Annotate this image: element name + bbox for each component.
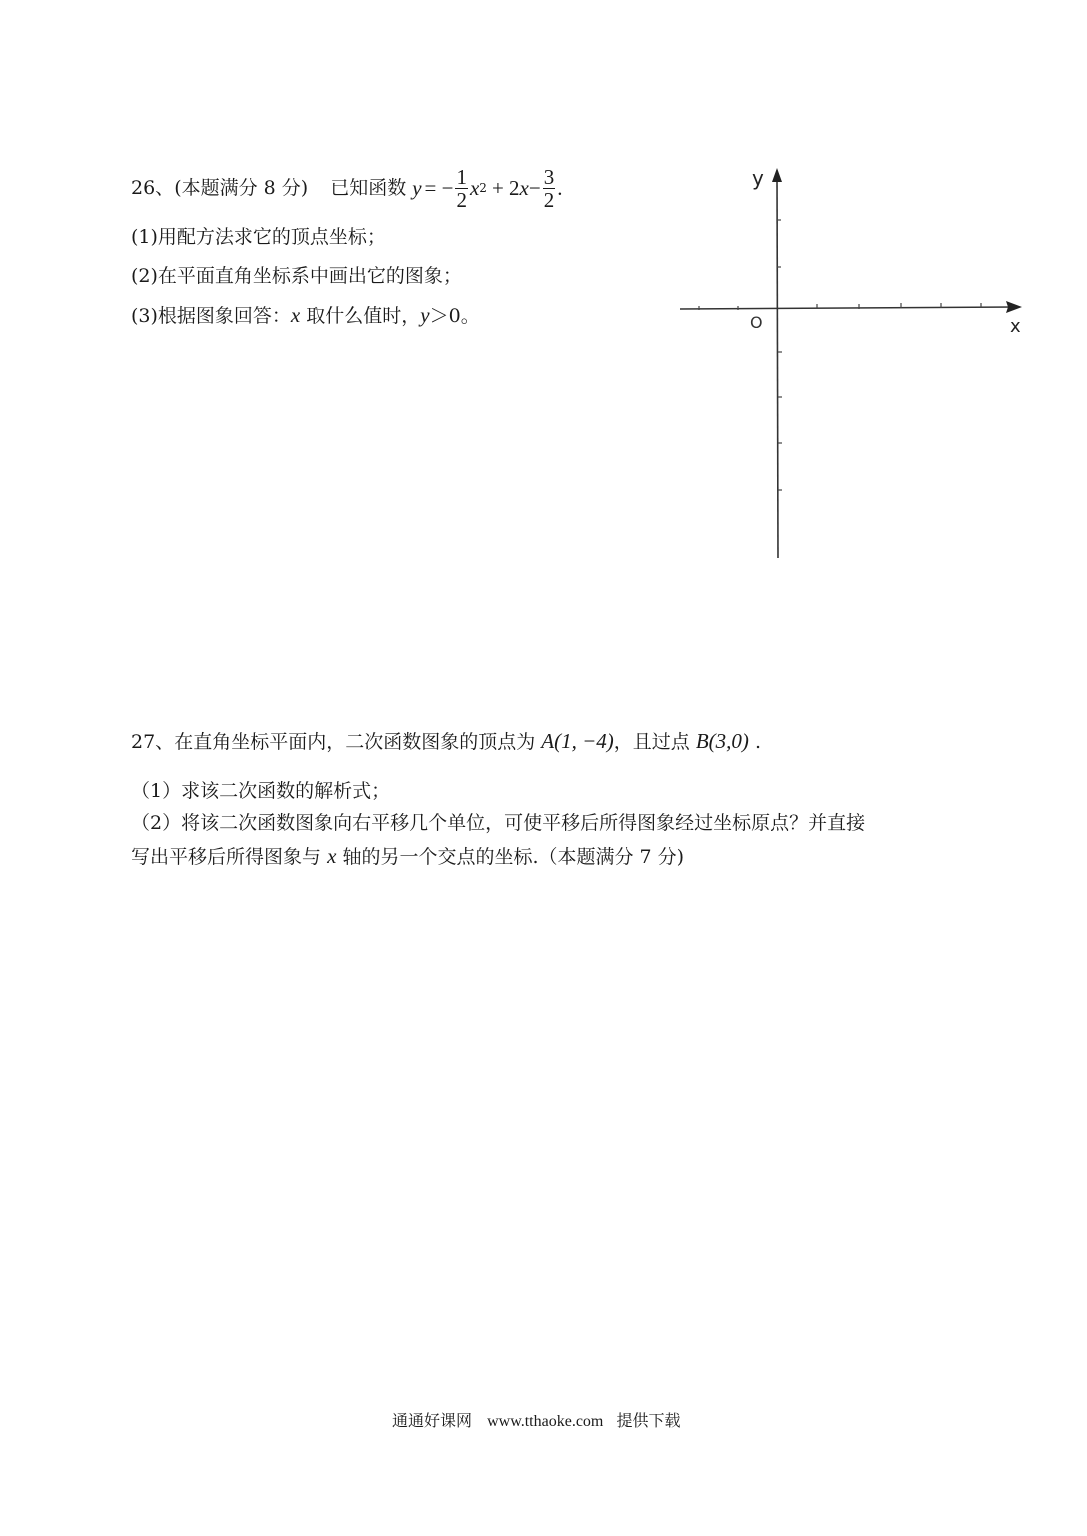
q26-number: 26、 [131, 177, 175, 199]
formula-frac2 [543, 166, 556, 211]
q27-text-a: 在直角坐标平面内，二次函数图象的顶点为 [174, 731, 536, 753]
part3-var-y: y [420, 303, 430, 327]
formula-x2: x [519, 176, 529, 200]
q27-point-b: B(3,0) [695, 729, 749, 753]
q26-points: (本题满分 8 分) [174, 177, 309, 199]
q27-number: 27、 [131, 731, 175, 753]
q27-part2-line2 [131, 844, 684, 869]
coordinate-axes [670, 160, 1040, 570]
footer-note: 提供下载 [616, 1411, 681, 1430]
q26-part2: (2)在平面直角坐标系中画出它的图象； [131, 265, 462, 287]
q27-header [131, 729, 761, 754]
q27-part1: （1）求该二次函数的解析式； [131, 780, 391, 802]
formula-frac1 [455, 166, 468, 211]
part2-line2-a: 写出平移后所得图象与 [131, 846, 322, 868]
frac1-numerator: 1 [456, 164, 467, 189]
formula-lhs: y [412, 176, 422, 200]
frac2-numerator: 3 [543, 164, 555, 189]
page-footer [392, 1408, 680, 1431]
frac2-denominator: 2 [543, 187, 555, 212]
q27-point-a: A(1, −4) [541, 729, 614, 753]
footer-url[interactable]: www.tthaoke.com [487, 1413, 604, 1430]
y-axis [777, 174, 778, 558]
x-axis-arrow [1006, 301, 1022, 313]
footer-site: 通通好课网 [392, 1411, 473, 1430]
q27-part2-line1: （2）将该二次函数图象向右平移几个单位，可使平移后所得图象经过坐标原点？并直接 [131, 812, 866, 834]
origin-label: O [750, 313, 763, 332]
x-axis-label: x [1010, 316, 1021, 337]
part2-line2-b: 轴的另一个交点的坐标.（本题满分 7 分) [342, 846, 685, 868]
q27-text-c: . [754, 731, 761, 753]
q26-part1: (1)用配方法求它的顶点坐标； [131, 226, 386, 248]
formula-end: . [557, 176, 563, 200]
q26-formula [412, 166, 562, 211]
formula-x: x [469, 176, 480, 200]
q26-intro: 已知函数 [330, 177, 407, 199]
part3-prefix: (3)根据图象回答： [131, 305, 291, 327]
part3-suffix: ＞0。 [429, 305, 480, 327]
formula-eq: = − [424, 176, 454, 200]
frac1-denominator: 2 [456, 187, 467, 212]
y-axis-label: y [752, 166, 764, 190]
q27-text-b: ，且过点 [613, 731, 690, 753]
part2-line2-x: x [327, 844, 337, 868]
formula-exponent: 2 [479, 181, 487, 195]
q26-part3 [131, 303, 480, 328]
q26-header [131, 158, 562, 218]
part3-var-x: x [290, 303, 301, 327]
part3-middle: 取什么值时， [300, 305, 421, 327]
formula-minus: − [528, 176, 541, 200]
x-axis [680, 307, 1015, 309]
y-axis-arrow [772, 168, 782, 182]
formula-mid: + 2 [491, 176, 520, 200]
